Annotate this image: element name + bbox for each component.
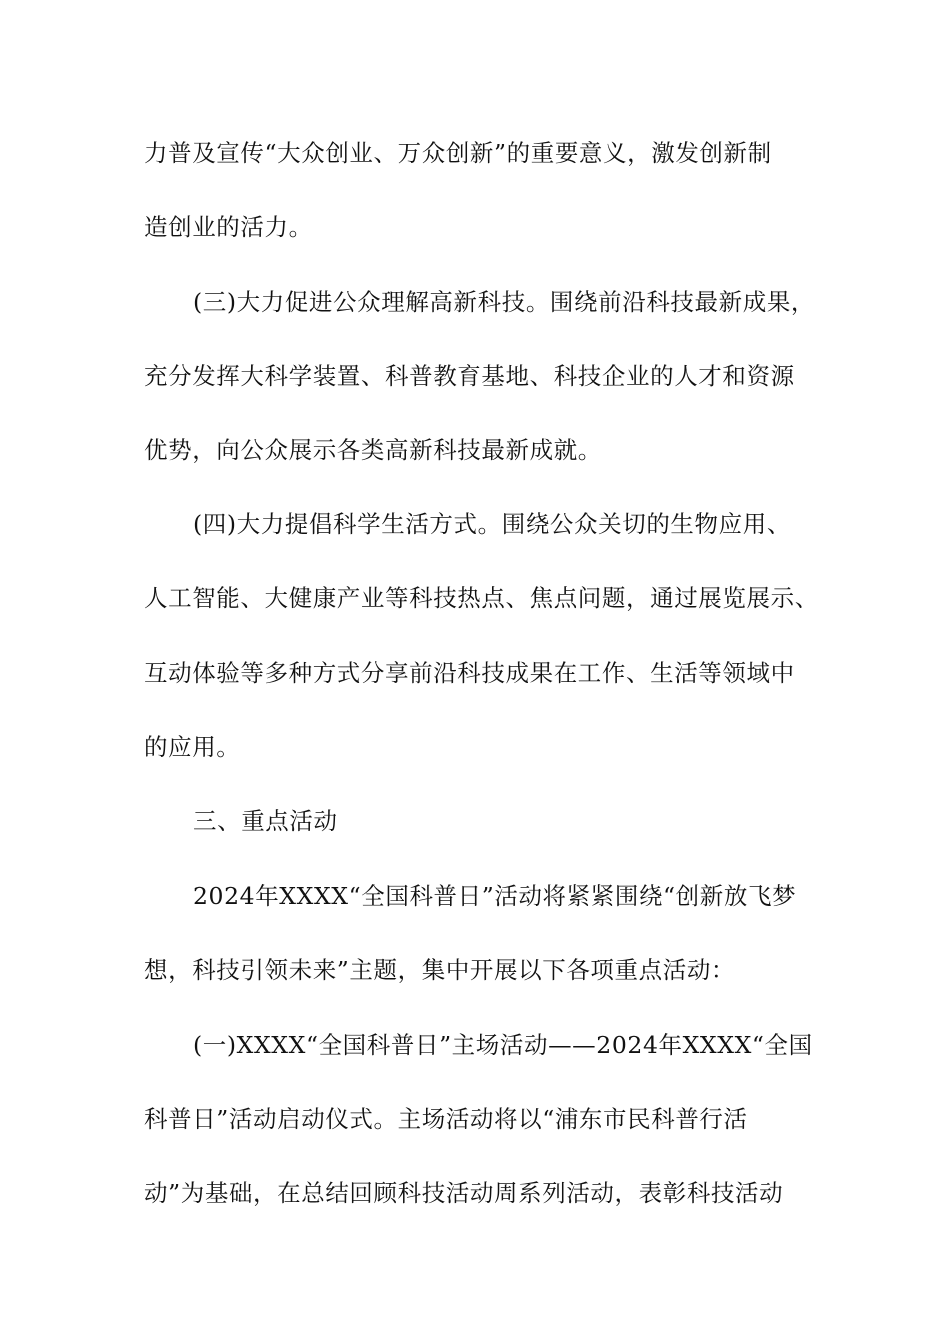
paragraph-line: 人工智能、大健康产业等科技热点、焦点问题，通过展览展示、 <box>144 584 819 612</box>
paragraph-line: 的应用。 <box>144 733 241 761</box>
paragraph-line: 优势，向公众展示各类高新科技最新成就。 <box>144 436 602 464</box>
paragraph-line: (一)XXXX“全国科普日”主场活动——2024年XXXX“全国 <box>193 1031 813 1059</box>
paragraph-line: 动”为基础，在总结回顾科技活动周系列活动，表彰科技活动 <box>144 1179 784 1207</box>
section-heading: 三、重点活动 <box>193 807 338 835</box>
paragraph-line: (四)大力提倡科学生活方式。围绕公众关切的生物应用、 <box>193 510 791 538</box>
paragraph-line: 2024年XXXX“全国科普日”活动将紧紧围绕“创新放飞梦 <box>193 882 797 910</box>
paragraph-line: 互动体验等多种方式分享前沿科技成果在工作、生活等领域中 <box>144 659 795 687</box>
paragraph-line: 造创业的活力。 <box>144 213 313 241</box>
paragraph-line: 充分发挥大科学装置、科普教育基地、科技企业的人才和资源 <box>144 362 795 390</box>
paragraph-line: 科普日”活动启动仪式。主场活动将以“浦东市民科普行活 <box>144 1105 748 1133</box>
paragraph-line: 力普及宣传“大众创业、万众创新”的重要意义，激发创新制 <box>144 139 772 167</box>
paragraph-line: 想，科技引领未来”主题，集中开展以下各项重点活动： <box>144 956 736 984</box>
paragraph-line: (三)大力促进公众理解高新科技。围绕前沿科技最新成果， <box>193 288 816 316</box>
